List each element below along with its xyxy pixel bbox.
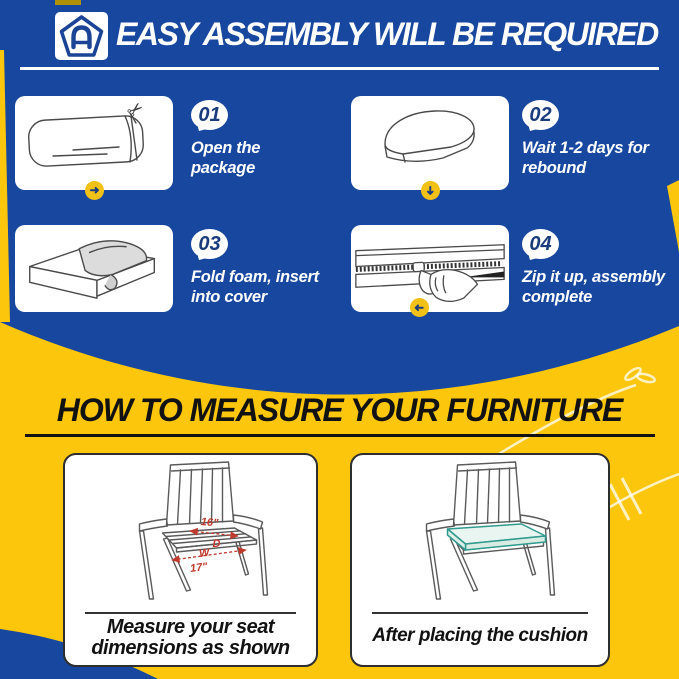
measure-card-dimensions — [63, 453, 318, 667]
step-03-illustration-box — [15, 225, 173, 312]
card-divider — [85, 612, 296, 614]
arrow-down-icon: ➜ — [421, 181, 440, 200]
house-pentagon-icon — [55, 12, 108, 60]
measure-card-cushion — [350, 453, 610, 667]
step-number-badge: 03 — [191, 229, 228, 259]
step-04-illustration-box — [351, 225, 509, 312]
card-divider — [372, 612, 588, 614]
step-04-caption: Zip it up, assembly complete — [522, 268, 665, 306]
yellow-left-edge-accent — [0, 50, 10, 322]
brand-logo — [55, 12, 108, 60]
zipper-hand-illustration — [351, 225, 509, 312]
step-number-badge: 01 — [191, 100, 228, 130]
scissors-icon: ✂ — [123, 97, 149, 124]
measure-card-caption: Measure your seat dimensions as shown — [91, 616, 290, 659]
teal-cushion — [448, 524, 546, 550]
step-03-caption: Fold foam, insert into cover — [191, 268, 319, 306]
page-title: EASY ASSEMBLY WILL BE REQUIRED — [116, 16, 658, 52]
width-letter-label: W — [198, 546, 211, 560]
cushion-illustration — [351, 96, 509, 190]
chair-measure-illustration — [90, 459, 295, 609]
depth-value-label: 16" — [200, 516, 219, 530]
foam-cover-illustration — [15, 225, 173, 312]
package-illustration — [15, 96, 173, 190]
width-value-label: 17" — [189, 560, 209, 575]
step-number-badge: 02 — [522, 100, 559, 130]
step-01-illustration-box — [15, 96, 173, 190]
measure-section-title: HOW TO MEASURE YOUR FURNITURE — [56, 392, 623, 428]
step-number-badge: 04 — [522, 229, 559, 259]
step-02-caption: Wait 1-2 days for rebound — [522, 139, 649, 177]
measure-divider — [25, 434, 655, 437]
chair-cushion-illustration — [377, 459, 582, 609]
arrow-left-icon: ➜ — [410, 298, 429, 317]
arrow-right-icon: ➜ — [85, 181, 104, 200]
depth-letter-label: D — [212, 538, 221, 550]
yellow-right-edge-accent — [667, 180, 679, 252]
gold-top-tab — [55, 0, 81, 5]
header-divider — [20, 67, 659, 70]
step-02-illustration-box — [351, 96, 509, 190]
step-01-caption: Open the package — [191, 139, 261, 177]
cushion-card-caption: After placing the cushion — [372, 625, 588, 646]
